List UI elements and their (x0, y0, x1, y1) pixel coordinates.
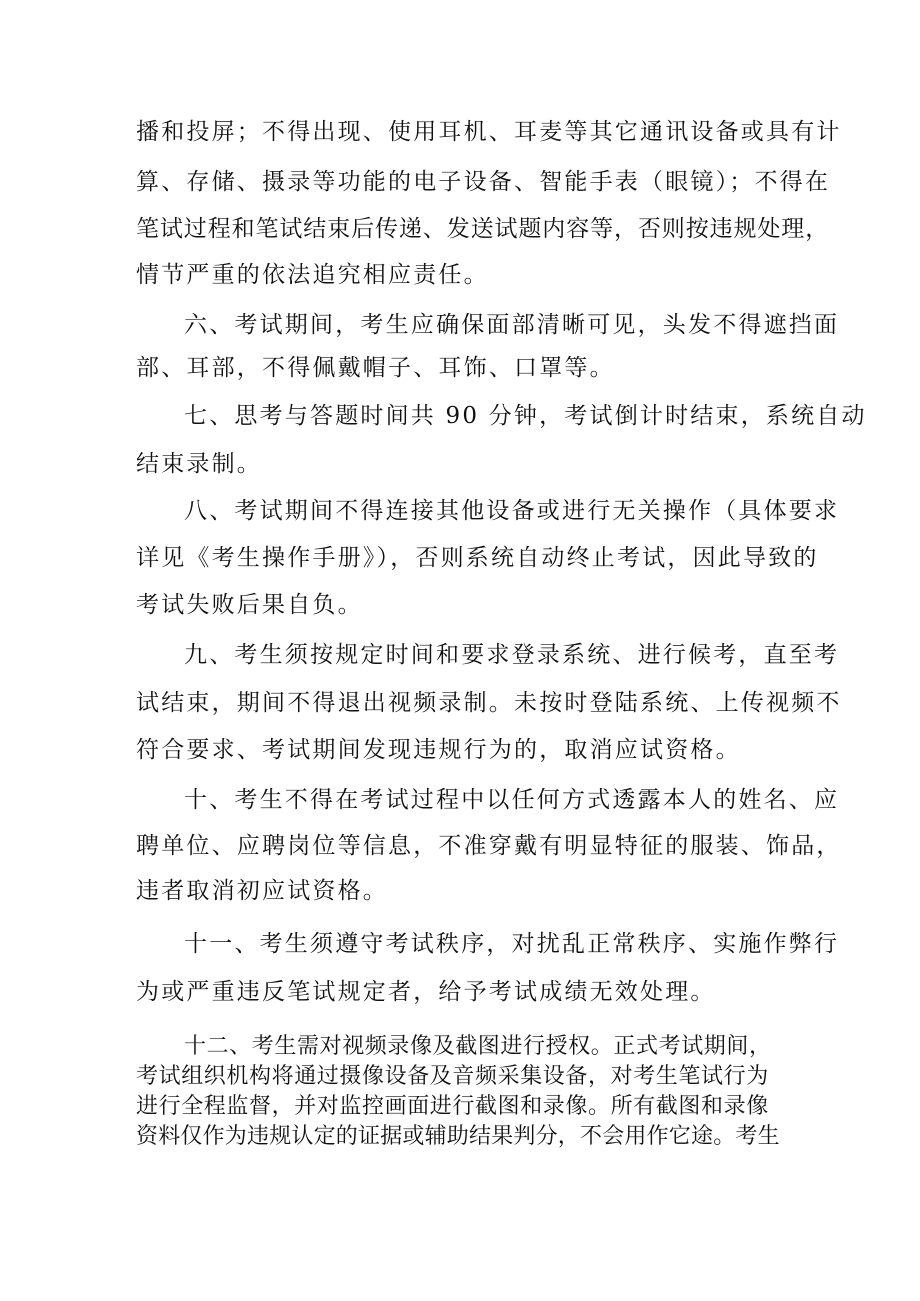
text-line: 情节严重的依法追究相应责任。 (136, 262, 489, 288)
text-line: 资料仅作为违规认定的证据或辅助结果判分，不会用作它途。考生 (136, 1124, 780, 1149)
text-line: 九、考生须按规定时间和要求登录系统、进行候考，直至考 (184, 642, 840, 668)
text-line: 考试失败后果自负。 (136, 592, 363, 618)
text-line: 播和投屏；不得出现、使用耳机、耳麦等其它通讯设备或具有计 (136, 119, 842, 145)
text-line: 进行全程监督，并对监控画面进行截图和录像。所有截图和录像 (136, 1094, 769, 1119)
text-line: 七、思考与答题时间共 90 分钟，考试倒计时结束，系统自动 (184, 403, 867, 429)
text-line: 为或严重违反笔试规定者，给予考试成绩无效处理。 (136, 979, 716, 1005)
text-line: 十二、考生需对视频录像及截图进行授权。正式考试期间， (184, 1034, 772, 1059)
text-line: 六、考试期间，考生应确保面部清晰可见，头发不得遮挡面 (184, 312, 840, 338)
text-line: 算、存储、摄录等功能的电子设备、智能手表（眼镜）；不得在 (136, 169, 831, 195)
text-line: 部、耳部，不得佩戴帽子、耳饰、口罩等。 (136, 355, 615, 381)
text-line: 违者取消初应试资格。 (136, 878, 388, 904)
text-line: 符合要求、考试期间发现违规行为的，取消应试资格。 (136, 737, 741, 763)
text-line: 八、考试期间不得连接其他设备或进行无关操作（具体要求 (184, 498, 840, 524)
text-line: 结束录制。 (136, 451, 262, 477)
text-line: 考试组织机构将通过摄像设备及音频采集设备，对考生笔试行为 (136, 1064, 769, 1089)
text-line: 详见《考生操作手册》），否则系统自动终止考试，因此导致的 (136, 545, 819, 571)
text-line: 十一、考生须遵守考试秩序，对扰乱正常秩序、实施作弊行 (184, 931, 840, 957)
text-line: 聘单位、应聘岗位等信息，不准穿戴有明显特征的服装、饰品， (136, 833, 842, 859)
text-line: 笔试过程和笔试结束后传递、发送试题内容等，否则按违规处理， (136, 216, 830, 242)
text-line: 试结束，期间不得退出视频录制。未按时登陆系统、上传视频不 (136, 690, 842, 716)
text-line: 十、考生不得在考试过程中以任何方式透露本人的姓名、应 (184, 787, 840, 813)
